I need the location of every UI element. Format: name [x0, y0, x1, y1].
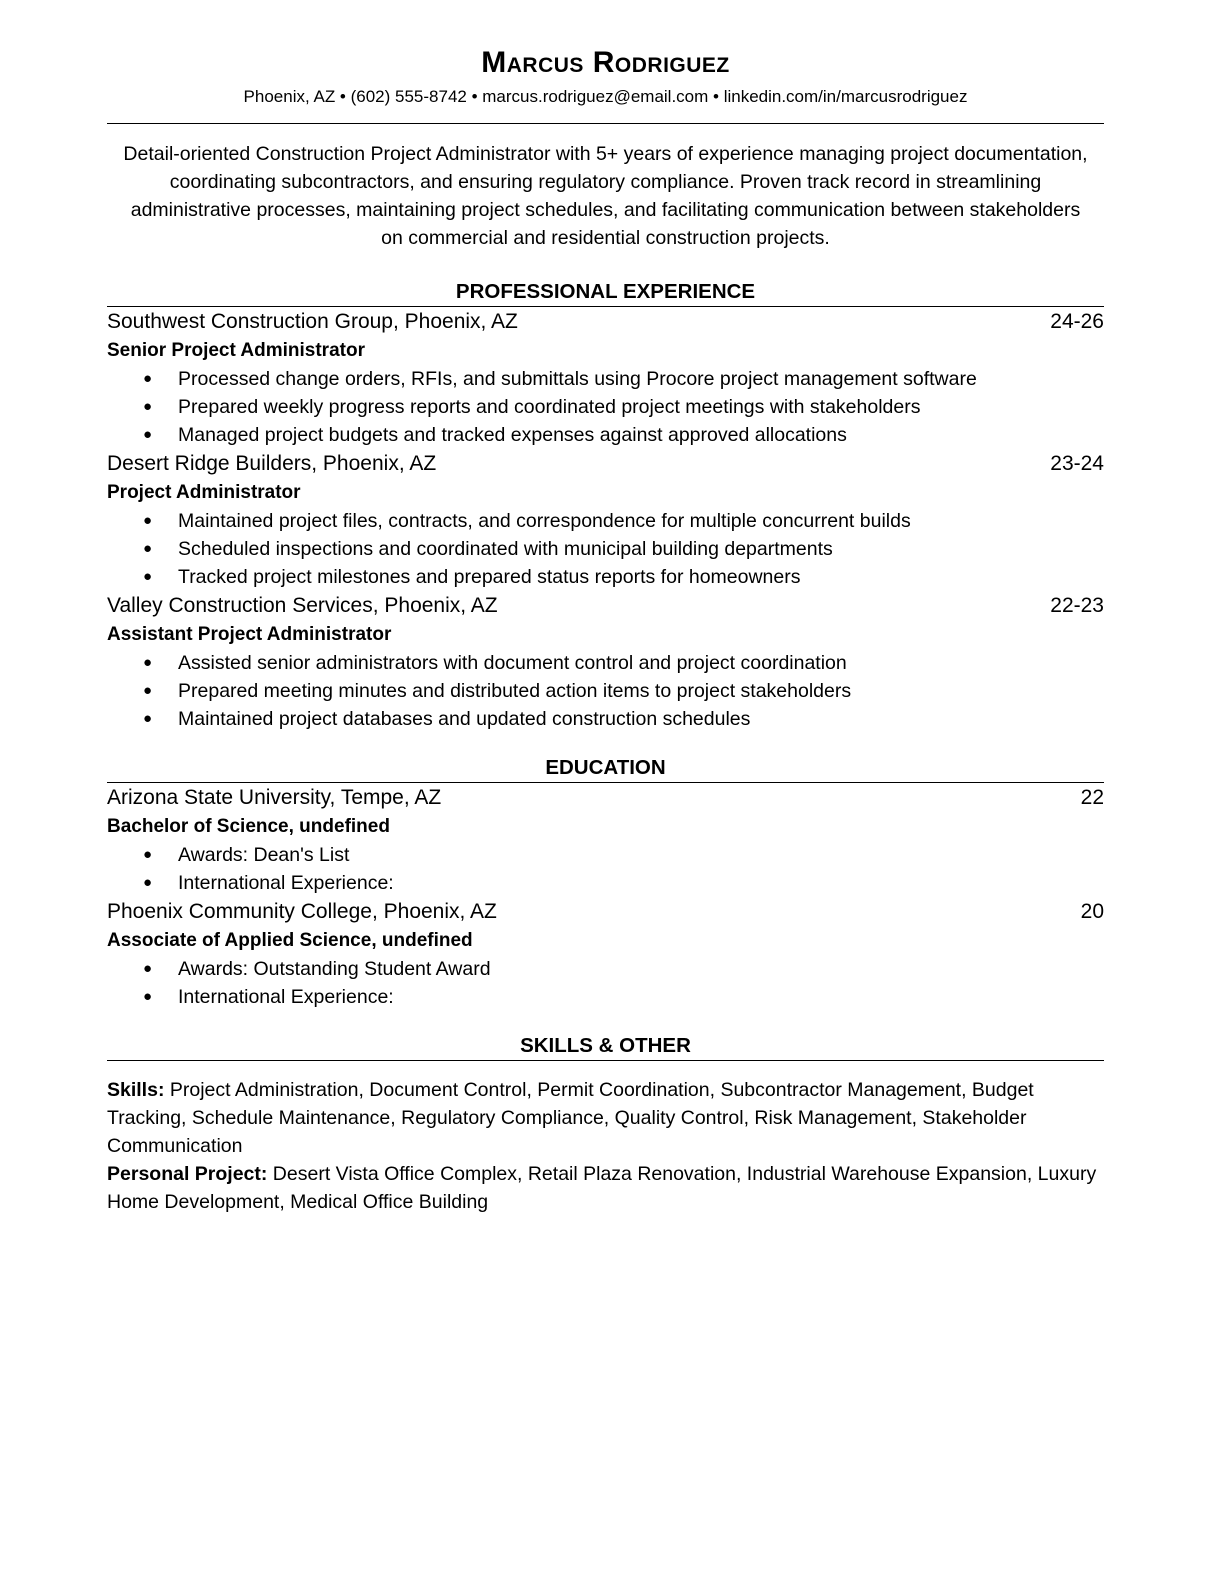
job-dates: 22-23: [1050, 594, 1104, 617]
job-org: Desert Ridge Builders, Phoenix, AZ: [107, 452, 437, 475]
header-divider: [107, 123, 1104, 124]
skills-paragraph: [107, 1076, 1104, 1160]
list-item: [107, 535, 1104, 563]
summary-paragraph: Detail-oriented Construction Project Administrator with 5+ years of experience managing project documentation, coordinating subcontractors, and ensuring regulatory compliance. Proven track record in streamlining administrative processes, maintaining project schedules, and facilitating communication between stakeholders on commercial and residential construction projects.: [123, 143, 1088, 249]
job-org: Southwest Construction Group, Phoenix, AZ: [107, 310, 518, 333]
list-item: [107, 563, 1104, 591]
job-entry: [107, 307, 1104, 449]
skills-label: Skills:: [107, 1079, 165, 1101]
bullet-icon: ●: [143, 988, 153, 1005]
experience-section: [107, 279, 1104, 733]
list-item: [107, 705, 1104, 733]
school-dates: 22: [1080, 786, 1104, 809]
degree-title: Bachelor of Science, undefined: [107, 816, 390, 837]
list-item: [107, 869, 1104, 897]
personal-project-text: Desert Vista Office Complex, Retail Plaza Renovation, Industrial Warehouse Expansion, Luxury Home Development, Medical Office Building: [107, 1163, 1097, 1213]
bullet-icon: ●: [143, 846, 153, 863]
bullet-text: Tracked project milestones and prepared status reports for homeowners: [178, 566, 801, 588]
candidate-name: Marcus Rodriguez: [481, 46, 730, 79]
list-item: [107, 365, 1104, 393]
bullet-icon: ●: [143, 874, 153, 891]
bullet-icon: ●: [143, 512, 153, 529]
bullet-text: Prepared meeting minutes and distributed action items to project stakeholders: [178, 680, 852, 702]
bullet-icon: ●: [143, 370, 153, 387]
list-item: [107, 393, 1104, 421]
list-item: [107, 649, 1104, 677]
bullet-icon: ●: [143, 710, 153, 727]
list-item: [107, 677, 1104, 705]
job-dates: 23-24: [1050, 452, 1104, 475]
job-org: Valley Construction Services, Phoenix, AZ: [107, 594, 498, 617]
job-role: Project Administrator: [107, 482, 301, 503]
section-title-experience: PROFESSIONAL EXPERIENCE: [107, 279, 1104, 307]
bullet-icon: ●: [143, 960, 153, 977]
bullet-text: International Experience:: [178, 872, 394, 894]
job-header: [107, 307, 1104, 337]
bullet-icon: ●: [143, 568, 153, 585]
job-role: Assistant Project Administrator: [107, 624, 392, 645]
school-bullets: [107, 955, 1104, 1011]
contact-line: Phoenix, AZ • (602) 555-8742 • marcus.rodriguez@email.com • linkedin.com/in/marcusrodriguez: [243, 87, 968, 106]
bullet-icon: ●: [143, 654, 153, 671]
school-header: [107, 897, 1104, 927]
bullet-text: Awards: Outstanding Student Award: [178, 958, 491, 980]
job-bullets: [107, 507, 1104, 591]
skills-section: [107, 1033, 1104, 1216]
job-bullets: [107, 649, 1104, 733]
bullet-text: Processed change orders, RFIs, and submittals using Procore project management software: [178, 368, 977, 390]
job-dates: 24-26: [1050, 310, 1104, 333]
bullet-text: Awards: Dean's List: [178, 844, 350, 866]
list-item: [107, 983, 1104, 1011]
section-title-skills: SKILLS & OTHER: [107, 1033, 1104, 1061]
list-item: [107, 955, 1104, 983]
bullet-text: Assisted senior administrators with document control and project coordination: [178, 652, 847, 674]
personal-project-paragraph: [107, 1160, 1104, 1216]
job-bullets: [107, 365, 1104, 449]
bullet-text: Managed project budgets and tracked expenses against approved allocations: [178, 424, 847, 446]
education-entry: [107, 897, 1104, 1011]
job-role: Senior Project Administrator: [107, 340, 365, 361]
resume-page: [107, 0, 1104, 1216]
skills-text: Project Administration, Document Control, Permit Coordination, Subcontractor Management, Budget Tracking, Schedule Maintenance, Regulatory Compliance, Quality Control, Risk Management, Stakeholder Communication: [107, 1079, 1034, 1157]
bullet-icon: ●: [143, 682, 153, 699]
school-org: Phoenix Community College, Phoenix, AZ: [107, 900, 497, 923]
section-title-education: EDUCATION: [107, 755, 1104, 783]
bullet-text: Prepared weekly progress reports and coordinated project meetings with stakeholders: [178, 396, 921, 418]
job-entry: [107, 449, 1104, 591]
bullet-icon: ●: [143, 426, 153, 443]
list-item: [107, 421, 1104, 449]
school-org: Arizona State University, Tempe, AZ: [107, 786, 442, 809]
personal-project-label: Personal Project:: [107, 1163, 268, 1185]
school-bullets: [107, 841, 1104, 897]
bullet-text: International Experience:: [178, 986, 394, 1008]
bullet-icon: ●: [143, 398, 153, 415]
job-entry: [107, 591, 1104, 733]
list-item: [107, 841, 1104, 869]
list-item: [107, 507, 1104, 535]
school-dates: 20: [1080, 900, 1104, 923]
job-header: [107, 591, 1104, 621]
degree-title: Associate of Applied Science, undefined: [107, 930, 473, 951]
bullet-text: Maintained project files, contracts, and correspondence for multiple concurrent builds: [178, 510, 911, 532]
bullet-text: Maintained project databases and updated construction schedules: [178, 708, 751, 730]
bullet-icon: ●: [143, 540, 153, 557]
bullet-text: Scheduled inspections and coordinated with municipal building departments: [178, 538, 833, 560]
job-header: [107, 449, 1104, 479]
school-header: [107, 783, 1104, 813]
education-entry: [107, 783, 1104, 897]
education-section: [107, 755, 1104, 1011]
